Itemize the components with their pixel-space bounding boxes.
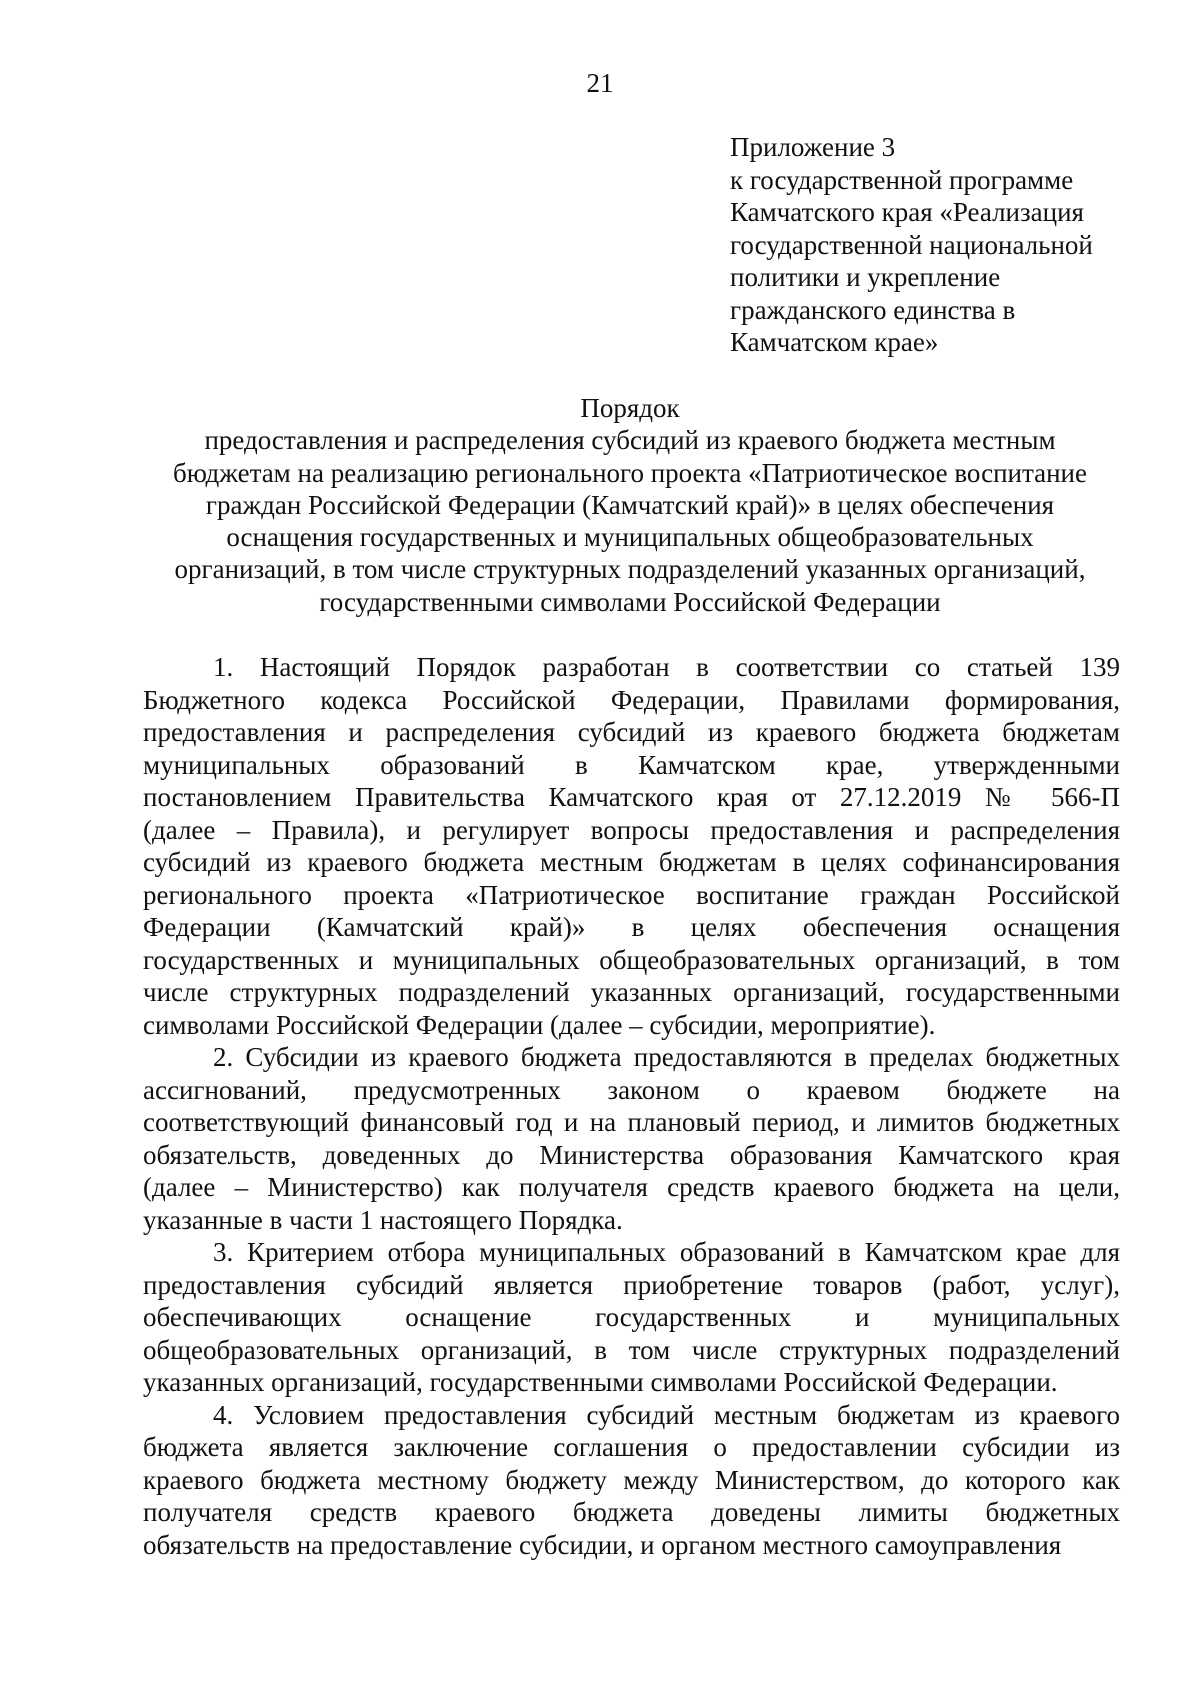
paragraph-line: указанные в части 1 настоящего Порядка. xyxy=(143,1204,623,1235)
paragraph-line: 4. Условием предоставления субсидий местным бюджетам из краевого xyxy=(213,1399,1120,1430)
appendix-line: Камчатского края «Реализация xyxy=(730,197,1084,227)
document-title xyxy=(140,392,1120,618)
appendix-line: к государственной программе xyxy=(730,164,1074,195)
appendix-line: гражданского единства в xyxy=(730,294,1016,325)
paragraph-line: получателя средств краевого бюджета доведены лимиты бюджетных xyxy=(143,1497,1120,1527)
paragraph-line: указанных организаций, государственными символами Российской Федерации. xyxy=(143,1367,1058,1397)
title-line: организаций, в том числе структурных подразделений указанных организаций, xyxy=(174,554,1086,585)
paragraph-line: государственных и муниципальных общеобразовательных организаций, в том xyxy=(143,944,1120,975)
title-line: бюджетам на реализацию регионального проекта «Патриотическое воспитание xyxy=(173,457,1087,488)
paragraph-line: Федерации (Камчатский край)» в целях обеспечения оснащения xyxy=(143,912,1120,942)
body-paragraph xyxy=(143,1236,1120,1399)
paragraph-line: регионального проекта «Патриотическое воспитание граждан Российской xyxy=(143,879,1120,910)
paragraph-line: бюджета является заключение соглашения о предоставлении субсидии из xyxy=(143,1432,1120,1462)
appendix-line: политики и укрепление xyxy=(730,262,1001,292)
title-line: государственными символами Российской Федерации xyxy=(319,586,941,617)
paragraph-line: (далее – Правила), и регулирует вопросы предоставления и распределения xyxy=(143,814,1120,845)
page-number: 21 xyxy=(586,68,614,98)
body-paragraph xyxy=(143,1399,1120,1562)
title-line: оснащения государственных и муниципальных общеобразовательных xyxy=(226,522,1034,553)
paragraph-line: числе структурных подразделений указанных организаций, государственными xyxy=(143,977,1120,1007)
body-paragraph xyxy=(143,1041,1120,1236)
paragraph-line: обеспечивающих оснащение государственных и муниципальных xyxy=(143,1302,1120,1332)
title-line: предоставления и распределения субсидий из краевого бюджета местным xyxy=(204,425,1056,456)
appendix-line: государственной национальной xyxy=(730,229,1093,260)
paragraph-line: предоставления субсидий является приобретение товаров (работ, услуг), xyxy=(143,1269,1120,1300)
paragraph-line: соответствующий финансовый год и на плановый период, и лимитов бюджетных xyxy=(143,1107,1120,1137)
paragraph-line: (далее – Министерство) как получателя средств краевого бюджета на цели, xyxy=(143,1172,1120,1202)
appendix-line: Камчатском крае» xyxy=(730,327,939,357)
paragraph-line: 2. Субсидии из краевого бюджета предоставляются в пределах бюджетных xyxy=(213,1042,1120,1072)
title-heading: Порядок xyxy=(580,393,680,423)
paragraph-line: символами Российской Федерации (далее – субсидии, мероприятие). xyxy=(143,1009,936,1040)
paragraph-line: ассигнований, предусмотренных законом о краевом бюджете на xyxy=(143,1074,1120,1105)
paragraph-line: краевого бюджета местному бюджету между Министерством, до которого как xyxy=(143,1464,1120,1495)
paragraph-line: постановлением Правительства Камчатского края от 27.12.2019 № 566-П xyxy=(143,782,1120,812)
paragraph-line: 1. Настоящий Порядок разработан в соответствии со статьей 139 xyxy=(213,652,1120,682)
paragraph-line: субсидий из краевого бюджета местным бюджетам в целях софинансирования xyxy=(143,847,1120,877)
paragraph-line: Бюджетного кодекса Российской Федерации, Правилами формирования, xyxy=(143,684,1120,715)
paragraph-line: обязательств, доведенных до Министерства образования Камчатского края xyxy=(143,1139,1120,1170)
appendix-reference xyxy=(730,131,1170,359)
paragraph-line: общеобразовательных организаций, в том числе структурных подразделений xyxy=(143,1334,1120,1365)
body-paragraph xyxy=(143,651,1120,1041)
title-line: граждан Российской Федерации (Камчатский край)» в целях обеспечения xyxy=(205,489,1055,520)
paragraph-line: муниципальных образований в Камчатском крае, утвержденными xyxy=(143,749,1120,780)
appendix-line: Приложение 3 xyxy=(730,132,896,162)
paragraph-line: обязательств на предоставление субсидии, и органом местного самоуправления xyxy=(143,1529,1062,1560)
document-body xyxy=(143,651,1120,1561)
paragraph-line: 3. Критерием отбора муниципальных образований в Камчатском крае для xyxy=(213,1237,1120,1267)
paragraph-line: предоставления и распределения субсидий из краевого бюджета бюджетам xyxy=(143,717,1120,747)
